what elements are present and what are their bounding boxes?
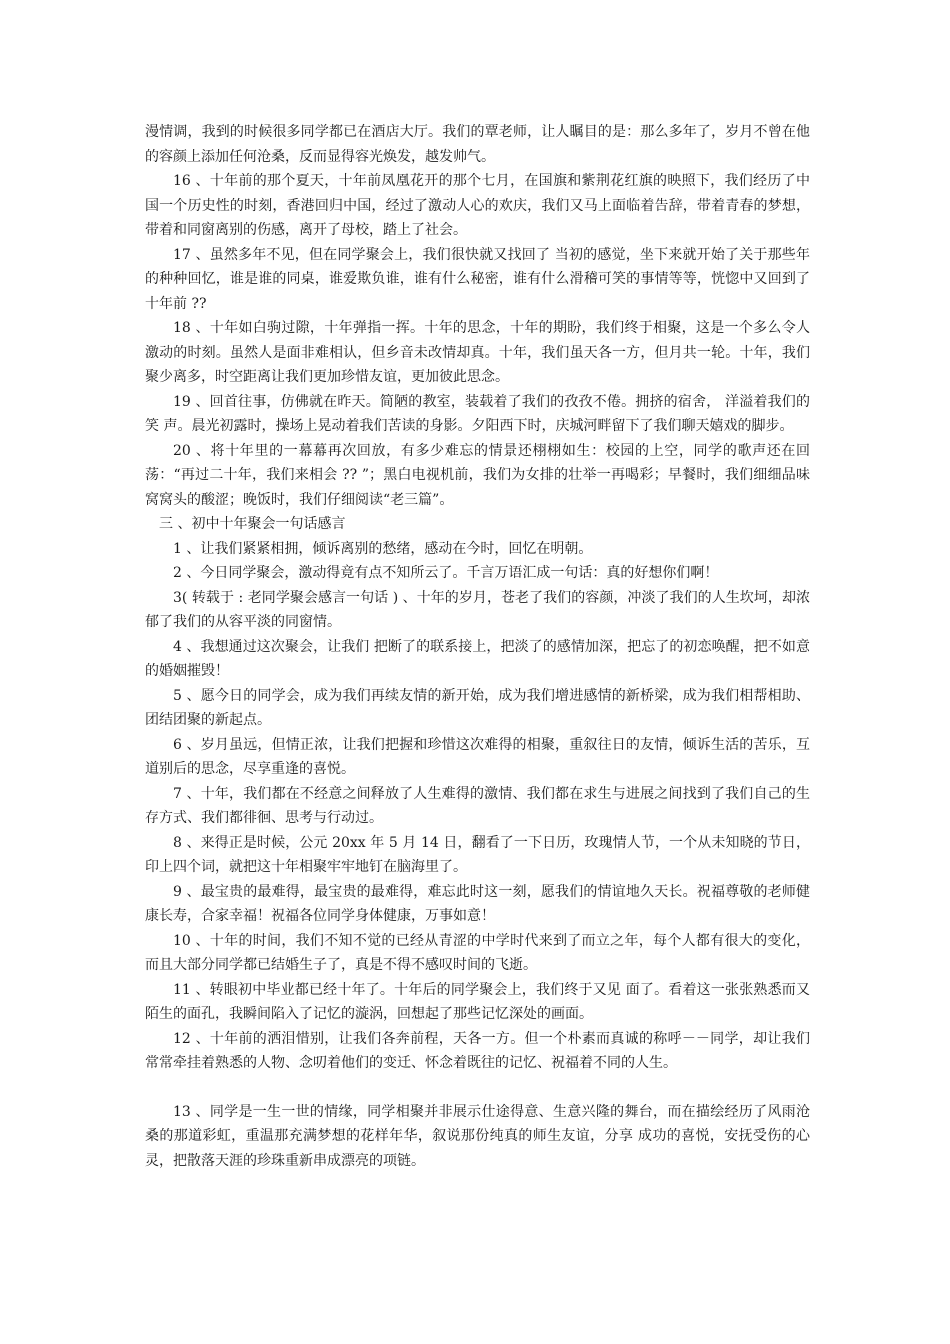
list-item-18: 18 、十年如白驹过隙，十年弹指一挥。十年的思念，十年的期盼，我们终于相聚，这是一个多么令人激动的时刻。虽然人是面非难相认，但乡音未改情却真。十年，我们虽天各一方，但月共一轮。十年，我们聚少离多，时空距离让我们更加珍惜友谊，更加彼此思念。 xyxy=(145,320,810,385)
list-item-11: 11 、转眼初中毕业都已经十年了。十年后的同学聚会上，我们终于又见 面了。看着这一张张熟悉而又陌生的面孔，我瞬间陷入了记忆的漩涡，回想起了那些记忆深处的画面。 xyxy=(145,981,810,1022)
list-item-17: 17 、虽然多年不见，但在同学聚会上，我们很快就又找回了 当初的感觉，坐下来就开始了关于那些年的种种回忆，谁是谁的同桌，谁爱欺负谁，谁有什么秘密，谁有什么滑稽可笑的事情等等，恍惚中又回到了十年前 ?? xyxy=(145,246,810,312)
list-item-16: 16 、十年前的那个夏天，十年前凤凰花开的那个七月，在国旗和紫荆花红旗的映照下，我们经历了中国一个历史性的时刻，香港回归中国，经过了激动人心的欢庆，我们又马上面临着告辞，带着青春的梦想，带着和同窗离别的伤感，离开了母校，踏上了社会。 xyxy=(145,173,810,238)
list-item-12: 12 、十年前的洒泪惜别，让我们各奔前程，天各一方。但一个朴素而真诚的称呼－－同学，却让我们常常牵挂着熟悉的人物、念叨着他们的变迁、怀念着既往的记忆、祝福着不同的人生。 xyxy=(145,1030,810,1071)
section-heading: 三 、初中十年聚会一句话感言 xyxy=(159,516,346,532)
list-item-4: 4 、我想通过这次聚会，让我们 把断了的联系接上，把淡了的感情加深，把忘了的初恋唤醒，把不如意的婚姻摧毁！ xyxy=(145,638,810,679)
list-item-13: 13 、同学是一生一世的情缘，同学相聚并非展示仕途得意、生意兴隆的舞台，而在描绘经历了风雨沧桑的那道彩虹，重温那充满梦想的花样年华，叙说那份纯真的师生友谊，分享 成功的喜悦，安抚受伤的心灵，把散落天涯的珍珠重新串成漂亮的项链。 xyxy=(145,1103,810,1169)
document-page xyxy=(145,120,810,1173)
list-item-20: 20 、将十年里的一幕幕再次回放，有多少难忘的情景还栩栩如生：校园的上空，同学的歌声还在回荡：“再过二十年，我们来相会 ?? ”；黑白电视机前，我们为女排的壮举一再喝彩；早餐时，我们细细品味窝窝头的酸涩；晚饭时，我们仔细阅读“老三篇”。 xyxy=(145,442,810,508)
list-item-2: 2 、今日同学聚会，激动得竟有点不知所云了。千言万语汇成一句话：真的好想你们啊！ xyxy=(173,565,719,581)
list-item-6: 6 、岁月虽远，但情正浓，让我们把握和珍惜这次难得的相聚，重叙往日的友情，倾诉生活的苦乐，互道别后的思念，尽享重逢的喜悦。 xyxy=(145,736,810,777)
list-item-5: 5 、愿今日的同学会，成为我们再续友情的新开始，成为我们增进感情的新桥梁，成为我们相帮相助、团结团聚的新起点。 xyxy=(145,687,810,728)
list-item-1: 1 、让我们紧紧相拥，倾诉离别的愁绪，感动在今时，回忆在明朝。 xyxy=(173,540,593,557)
list-item-8: 8 、来得正是时候，公元 20xx 年 5 月 14 日，翻看了一下日历，玫瑰情人节，一个从未知晓的节日，印上四个词，就把这十年相聚牢牢地钉在脑海里了。 xyxy=(145,834,810,875)
paragraph-spacer xyxy=(145,1076,810,1100)
list-item-9: 9 、最宝贵的最难得，最宝贵的最难得，难忘此时这一刻，愿我们的情谊地久天长。祝福尊敬的老师健康长寿，合家幸福！祝福各位同学身体健康，万事如意！ xyxy=(145,883,810,924)
list-item-10: 10 、十年的时间，我们不知不觉的已经从青涩的中学时代来到了而立之年，每个人都有很大的变化，而且大部分同学都已结婚生子了，真是不得不感叹时间的飞逝。 xyxy=(145,932,810,973)
paragraph-continued: 漫情调，我到的时候很多同学都已在酒店大厅。我们的覃老师，让人瞩目的是：那么多年了，岁月不曾在他的容颜上添加任何沧桑，反而显得容光焕发，越发帅气。 xyxy=(145,124,810,165)
list-item-7: 7 、十年，我们都在不经意之间释放了人生难得的激情、我们都在求生与进展之间找到了我们自己的生存方式、我们都徘徊、思考与行动过。 xyxy=(145,785,810,826)
list-item-19: 19 、回首往事，仿佛就在昨天。简陋的教室，装载着了我们的孜孜不倦。拥挤的宿舍， 洋溢着我们的笑 声。晨光初露时，操场上晃动着我们苦读的身影。夕阳西下时，庆城河畔留下了我们聊天嬉戏的脚步。 xyxy=(145,393,810,434)
list-item-3: 3( 转载于 : 老同学聚会感言一句话 ) 、十年的岁月，苍老了我们的容颜，冲淡了我们的人生坎坷，却浓郁了我们的从容平淡的同窗情。 xyxy=(145,589,810,630)
